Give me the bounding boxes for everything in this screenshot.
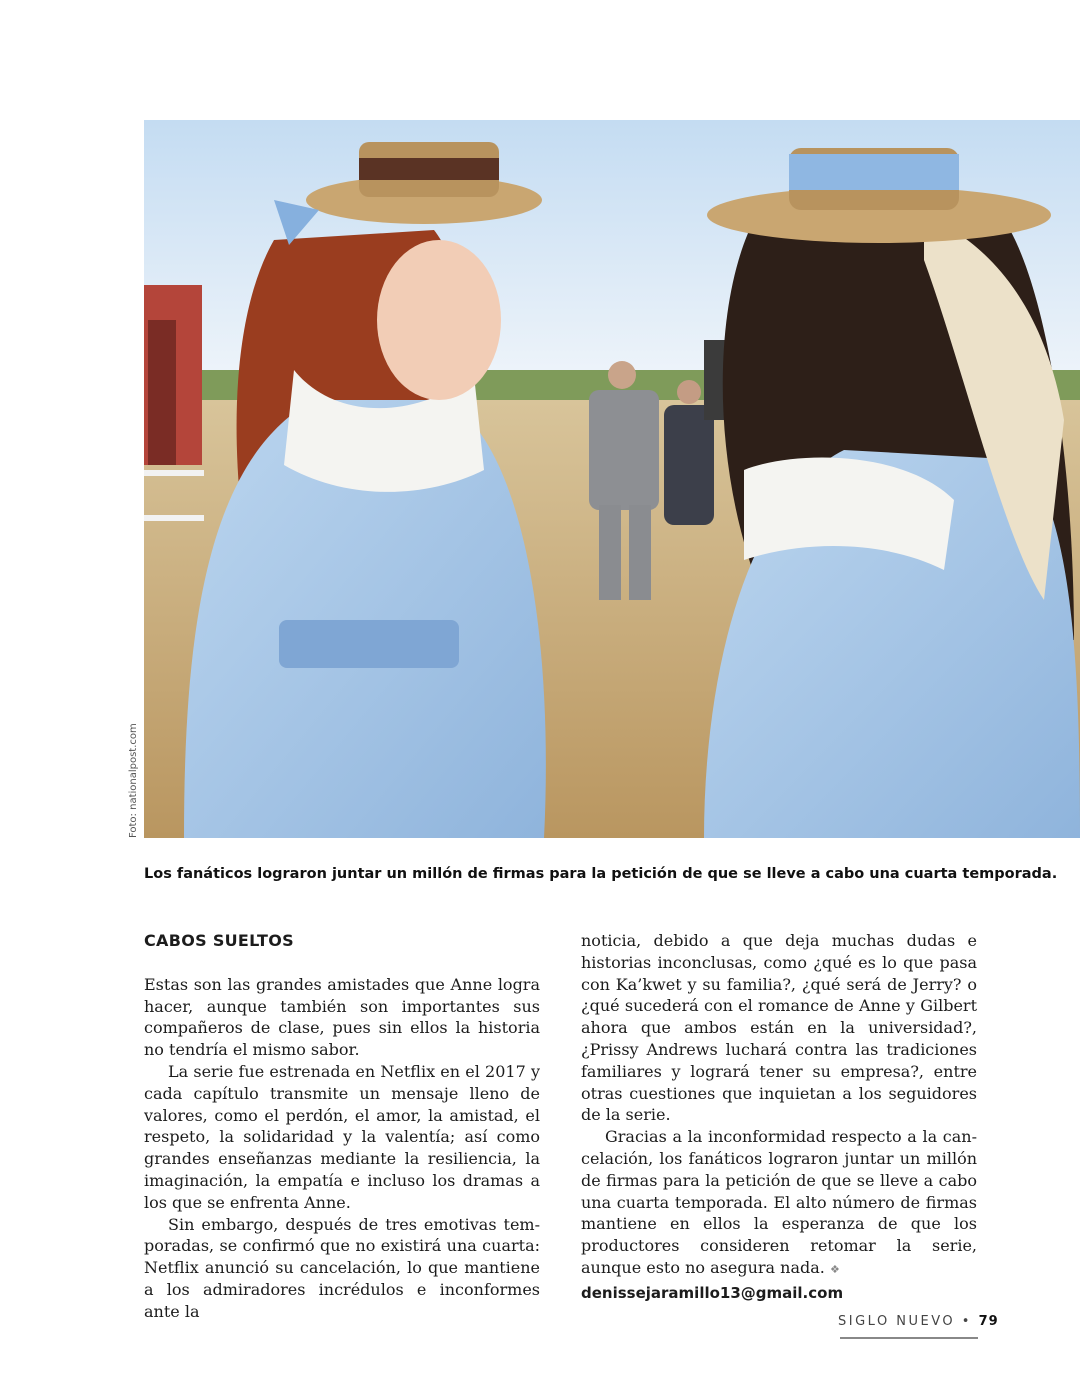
article-paragraph-continued: noticia, debido a que deja muchas dudas e historias inconclusas, como ¿qué es lo que pasa con Ka’kwet y su familia?, ¿qué será de Jerry? o ¿qué sucederá con el romance de Anne y Gilbert ahora que ambos están en la universidad?, ¿Prissy Andrews luchará contra las tradiciones familiares y logrará tener su empresa?, entre otras cuestiones que inquietan a los seguidores de la serie. bbox=[581, 931, 977, 1125]
section-title: CABOS SUELTOS bbox=[144, 931, 294, 950]
author-email[interactable]: denissejaramillo13@gmail.com bbox=[581, 1283, 844, 1302]
photo-credit: Foto: nationalpost.com bbox=[128, 723, 139, 838]
end-mark-icon: ❖ bbox=[829, 1262, 840, 1276]
article-paragraph: Estas son las grandes amistades que Anne logra hacer, aunque también son importantes sus compañeros de clase, pues sin ellos la historia no tendría el mismo sabor. bbox=[144, 974, 540, 1060]
article-paragraph: Sin embargo, después de tres emotivas temporadas, se confirmó que no existirá una cuarta: Netflix anunció su cancelación, lo que mantiene a los admiradores incrédulos e inconformes ante la bbox=[144, 1214, 540, 1321]
page-folio bbox=[838, 1314, 999, 1329]
article-photo bbox=[144, 120, 1080, 838]
folio-separator: • bbox=[961, 1314, 972, 1329]
article-column-left bbox=[144, 930, 540, 1323]
photo-illustration bbox=[144, 120, 1080, 838]
photo-caption: Los fanáticos lograron juntar un millón de firmas para la petición de que se lleve a cabo una cuarta temporada. bbox=[144, 866, 1058, 882]
page-number: 79 bbox=[978, 1314, 999, 1329]
article-paragraph: La serie fue estrenada en Netflix en el 2017 y cada capítulo transmite un mensaje lleno de valores, como el perdón, el amor, la amistad, el respeto, la solidaridad y la valentía; así como grandes enseñanzas mediante la resiliencia, la imaginación, la empatía e incluso los dramas a los que se enfrenta Anne. bbox=[144, 1061, 540, 1212]
article-column-right bbox=[581, 930, 977, 1305]
article-paragraph bbox=[581, 1126, 977, 1281]
folio-rule bbox=[840, 1337, 978, 1339]
publication-name: SIGLO NUEVO bbox=[838, 1314, 956, 1329]
article-paragraph-text: Gracias a la inconformidad respecto a la cancelación, los fanáticos lograron juntar un millón de firmas para la petición de que se lleve a cabo una cuarta temporada. El alto número de firmas mantiene en ellos la esperanza de que los productores consideren retomar la serie, aunque esto no asegura nada. bbox=[581, 1127, 977, 1277]
